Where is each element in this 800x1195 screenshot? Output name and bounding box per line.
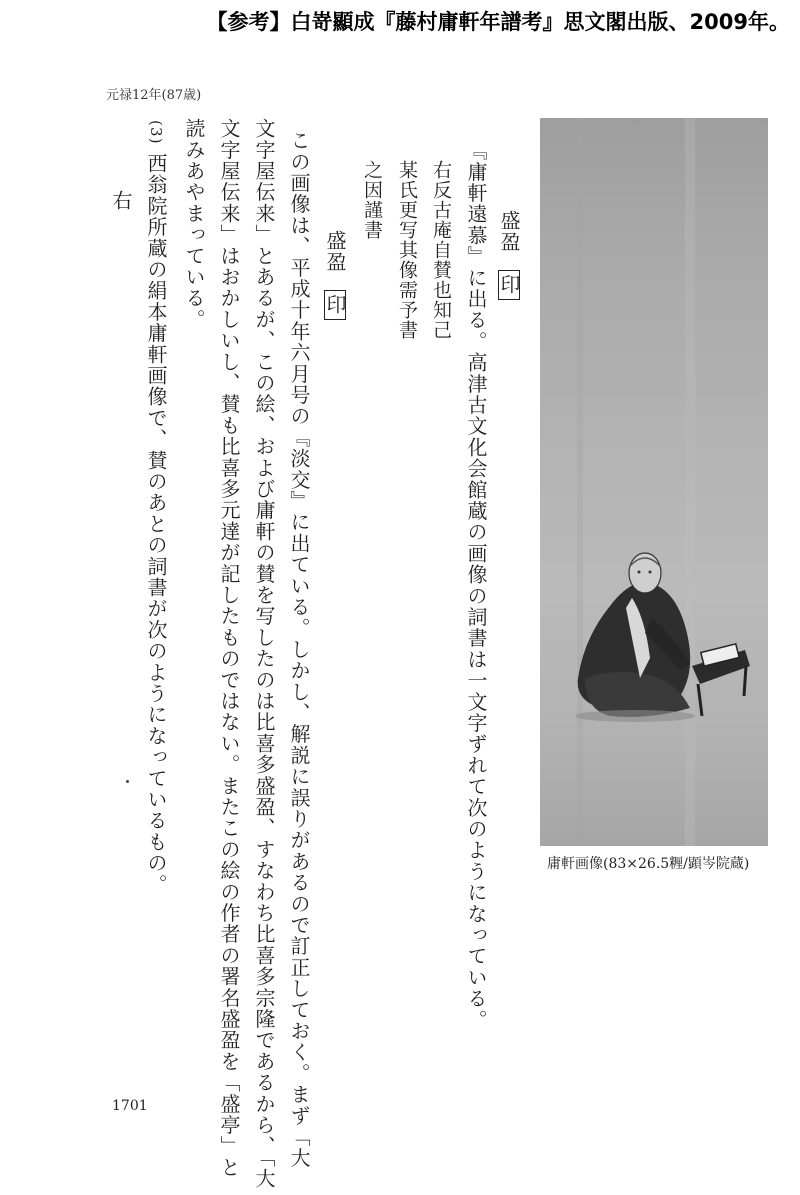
next-column-start: 右	[109, 190, 133, 212]
seal-b: 印	[324, 290, 346, 319]
print-speck	[126, 780, 129, 783]
colophon-text-4: 之因謹書	[361, 160, 383, 240]
paragraph-line-1: この画像は、平成十年六月号の『淡交』に出ている。しかし、解説に誤りがあるので訂正しておく。まず「大	[287, 130, 311, 1169]
colophon-text-3: 某氏更写其像需予書	[396, 160, 418, 340]
page-number: 1701	[112, 1098, 148, 1114]
running-head: 元禄12年(87歳)	[106, 88, 202, 103]
note-number: (3)	[147, 120, 165, 145]
seated-figure-illustration	[540, 118, 768, 846]
seal-a: 印	[498, 270, 520, 299]
portrait-painting	[540, 118, 768, 846]
note-text: 西翁院所蔵の絹本庸軒画像で、賛のあとの詞書が次のようになっているもの。	[144, 152, 168, 895]
colophon-text-2: 右反古庵自賛也知己	[430, 160, 452, 340]
colophon-column-1	[496, 150, 522, 300]
figure-caption: 庸軒画像(83×26.5糎/顕岑院蔵)	[547, 856, 750, 872]
signature-a: 盛盈	[497, 210, 521, 253]
colophon-column-2	[322, 150, 348, 320]
reference-header: 【参考】白嵜顯成『藤村庸軒年譜考』思文閣出版、2009年。	[206, 10, 790, 34]
paragraph-line-4: 読みあやまっている。	[182, 118, 206, 330]
paragraph-line-3: 文字屋伝来」はおかしいし、賛も比喜多元達が記したものではない。またこの絵の作者の署名盛盈を「盛亭」と	[217, 118, 241, 1178]
signature-b: 盛盈	[323, 230, 347, 273]
note-column	[143, 120, 169, 895]
paragraph-line-2: 文字屋伝来」とあるが、この絵、および庸軒の賛を写したのは比喜多盛盈、すなわち比喜多宗隆であるから、「大	[252, 118, 276, 1190]
colophon-text-1: 『庸軒遠慕』に出る。高津古文化会館蔵の画像の詞書は一文字ずれて次のようになっている。	[464, 140, 488, 1031]
